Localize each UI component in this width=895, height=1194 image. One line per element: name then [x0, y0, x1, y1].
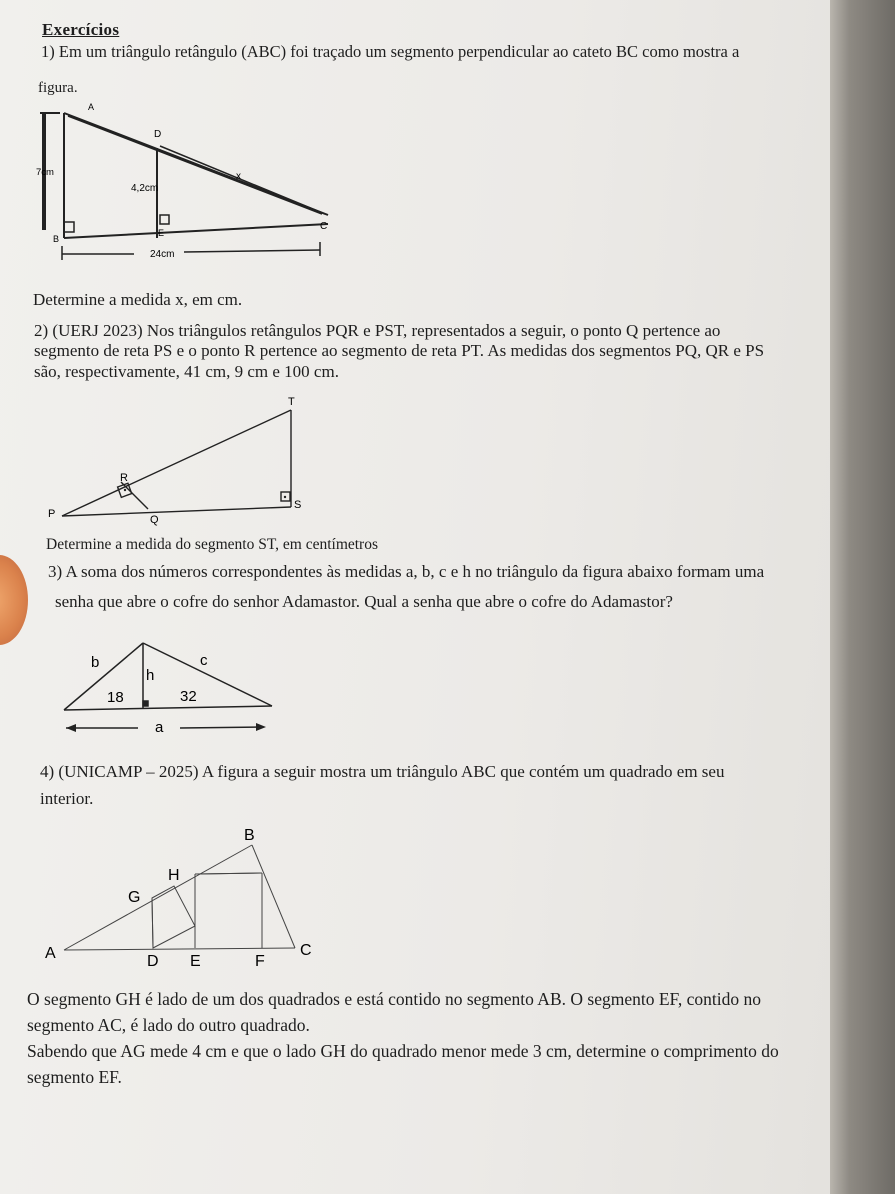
q4-label-g: G [128, 889, 141, 906]
q1-label-c: C [320, 221, 328, 232]
q3-text-line1: 3) A soma dos números correspondentes às medidas a, b, c e h no triângulo da figura abaixo formam uma [48, 562, 765, 581]
q1-label-bc: 24cm [150, 249, 175, 260]
q3-label-h: h [146, 667, 155, 684]
q4-label-e: E [190, 953, 201, 970]
q1-prompt: Determine a medida x, em cm. [33, 290, 243, 309]
page-title: Exercícios [42, 20, 120, 39]
q3-label-b: b [91, 654, 100, 671]
q1-label-ab: 7cm [36, 167, 54, 178]
q2-label-s: S [294, 499, 302, 511]
q4-label-a: A [45, 945, 56, 962]
q2-text-line3: são, respectivamente, 41 cm, 9 cm e 100 cm. [34, 362, 339, 381]
q2-label-q: Q [150, 514, 159, 526]
q1-text-line2: figura. [38, 80, 78, 96]
q1-text-line1: 1) Em um triângulo retângulo (ABC) foi traçado um segmento perpendicular ao cateto BC como mostra a [41, 42, 740, 61]
q4-text-6: segmento EF. [27, 1067, 122, 1087]
q4-label-h: H [168, 867, 180, 884]
q4-text-line2: interior. [40, 789, 94, 808]
q2-text-line1: 2) (UERJ 2023) Nos triângulos retângulos PQR e PST, representados a seguir, o ponto Q pertence ao [34, 321, 721, 340]
q1-label-de: 4,2cm [131, 183, 159, 194]
q2-label-p: P [48, 508, 56, 520]
q2-label-t: T [288, 396, 295, 408]
q1-label-x: x [236, 171, 241, 182]
q4-label-f: F [255, 953, 265, 970]
q1-label-a: A [88, 102, 95, 112]
q3-label-m: 18 [107, 689, 124, 706]
q4-text-line1: 4) (UNICAMP – 2025) A figura a seguir mostra um triângulo ABC que contém um quadrado em seu [40, 762, 725, 781]
q4-label-c: C [300, 942, 312, 959]
q4-label-d: D [147, 953, 159, 970]
q4-text-5: Sabendo que AG mede 4 cm e que o lado GH do quadrado menor mede 3 cm, determine o comprimento do [27, 1041, 779, 1061]
q1-label-d: D [154, 129, 162, 140]
q3-label-n: 32 [180, 688, 197, 705]
q3-text-line2: senha que abre o cofre do senhor Adamastor. Qual a senha que abre o cofre do Adamastor? [55, 592, 673, 611]
q2-text-line2: segmento de reta PS e o ponto R pertence ao segmento de reta PT. As medidas dos segmentos PQ, QR e PS [34, 341, 765, 360]
q1-label-b: B [53, 234, 60, 244]
q3-label-c: c [200, 652, 208, 669]
q2-label-r: R [120, 472, 128, 484]
q4-label-b: B [244, 827, 255, 844]
q2-prompt: Determine a medida do segmento ST, em centímetros [46, 536, 379, 553]
q4-text-3: O segmento GH é lado de um dos quadrados e está contido no segmento AB. O segmento EF, contido no [27, 989, 761, 1009]
q1-label-e: E [158, 228, 165, 238]
q3-label-a: a [155, 719, 164, 736]
q4-text-4: segmento AC, é lado do outro quadrado. [27, 1015, 310, 1035]
